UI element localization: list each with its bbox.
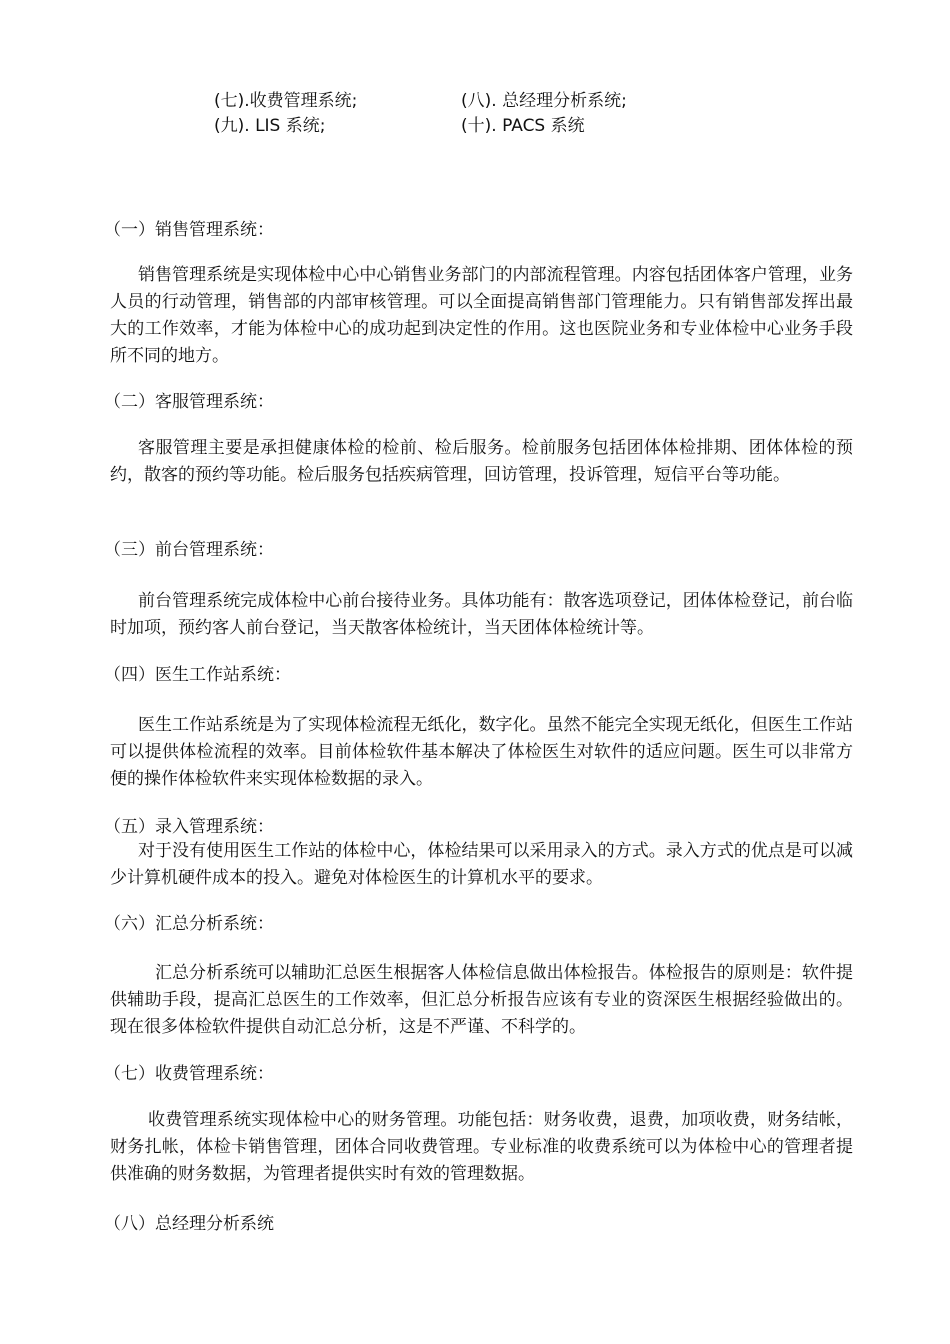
section-heading: （七）收费管理系统： [104,1064,274,1084]
toc-item-9: (九). LIS 系统; [214,116,326,136]
section-body: 医生工作站系统是为了实现体检流程无纸化，数字化。虽然不能完全实现无纸化，但医生工作站可以提供体检流程的效率。目前体检软件基本解决了体检医生对软件的适应问题。医生可以非常方便的操作体检软件来实现体检数据的录入。 [110,715,853,789]
section-heading: （八）总经理分析系统 [104,1214,274,1234]
section-heading: （三）前台管理系统： [104,540,274,560]
section-heading: （二）客服管理系统： [104,392,274,412]
section-heading: （五）录入管理系统： [104,817,274,837]
section-body: 对于没有使用医生工作站的体检中心，体检结果可以采用录入的方式。录入方式的优点是可以减少计算机硬件成本的投入。避免对体检医生的计算机水平的要求。 [110,841,853,888]
section-heading: （一）销售管理系统： [104,220,274,240]
section-heading: （四）医生工作站系统： [104,665,291,685]
section-body: 销售管理系统是实现体检中心中心销售业务部门的内部流程管理。内容包括团体客户管理，业务人员的行动管理，销售部的内部审核管理。可以全面提高销售部门管理能力。只有销售部发挥出最大的工作效率，才能为体检中心的成功起到决定性的作用。这也医院业务和专业体检中心业务手段所不同的地方。 [110,265,853,366]
section-body: 汇总分析系统可以辅助汇总医生根据客人体检信息做出体检报告。体检报告的原则是：软件提供辅助手段，提高汇总医生的工作效率，但汇总分析报告应该有专业的资深医生根据经验做出的。现在很多体检软件提供自动汇总分析，这是不严谨、不科学的。 [110,963,853,1037]
toc-item-10: (十). PACS 系统 [461,116,585,136]
section-heading: （六）汇总分析系统： [104,914,274,934]
section-body: 客服管理主要是承担健康体检的检前、检后服务。检前服务包括团体体检排期、团体体检的预约，散客的预约等功能。检后服务包括疾病管理，回访管理，投诉管理，短信平台等功能。 [110,438,853,485]
section-body: 前台管理系统完成体检中心前台接待业务。具体功能有：散客选项登记，团体体检登记，前台临时加项，预约客人前台登记，当天散客体检统计，当天团体体检统计等。 [110,591,853,638]
section-body: 收费管理系统实现体检中心的财务管理。功能包括：财务收费，退费，加项收费，财务结帐，财务扎帐，体检卡销售管理，团体合同收费管理。专业标准的收费系统可以为体检中心的管理者提供准确的财务数据，为管理者提供实时有效的管理数据。 [110,1110,853,1184]
toc-item-7: (七).收费管理系统; [214,91,358,111]
toc-item-8: (八). 总经理分析系统; [461,91,627,111]
